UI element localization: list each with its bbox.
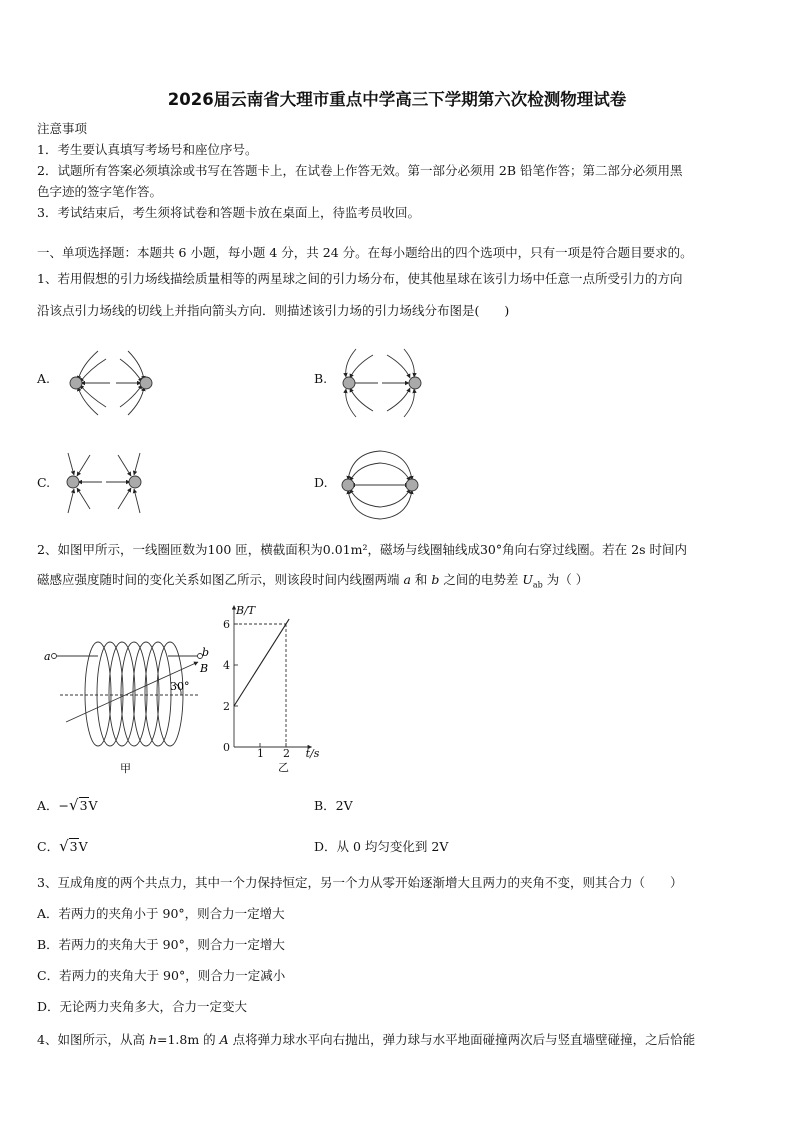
q1-option-d-label: D. <box>314 475 328 490</box>
q4-stem: 4、如图所示，从高 h=1.8m 的 A 点将弹力球水平向右抛出，弹力球与水平地面碰撞两次后与竖直墙壁碰撞，之后恰能 <box>37 1032 696 1047</box>
origin-label: 0 <box>223 741 230 754</box>
q2-figure-bt-graph <box>218 606 358 776</box>
q2-stem-line2: 磁感应强度随时间的变化关系如图乙所示，则该段时间内线圈两端 a 和 b 之间的电势差 $U_{ab}$ 为（ ） <box>37 572 589 590</box>
q1-option-a-label: A. <box>37 371 51 386</box>
star-right <box>140 377 152 389</box>
y-tick-label: 4 <box>223 659 230 672</box>
q3-option-d: D．无论两力夹角多大，合力一定变大 <box>37 999 248 1014</box>
q2-option-d: D．从 0 均匀变化到 2V <box>314 839 449 854</box>
figure-jia-caption: 甲 <box>120 762 131 775</box>
q1-figure-b <box>338 345 428 420</box>
notice-item-2-cont: 色字迹的签字笔作答。 <box>37 184 163 199</box>
q1-option-c-label: C. <box>37 475 51 490</box>
q1-figure-c <box>62 447 152 522</box>
figure-yi-caption: 乙 <box>278 761 289 774</box>
q1-figure-d <box>338 447 428 522</box>
notice-item-2: 2．试题所有答案必须填涂或书写在答题卡上，在试卷上作答无效。第一部分必须用 2B 铅笔作答；第二部分必须用黑 <box>37 163 683 178</box>
section-heading: 一、单项选择题：本题共 6 小题，每小题 4 分，共 24 分。在每小题给出的四个选项中，只有一项是符合题目要求的。 <box>37 245 693 260</box>
x-tick-label: 1 <box>257 747 264 760</box>
q2-figure-coil <box>40 638 220 778</box>
series-line-b <box>234 619 289 706</box>
notice-item-1: 1．考生要认真填写考场号和座位序号。 <box>37 142 258 157</box>
q2-option-b: B．2V <box>314 798 353 813</box>
page-title: 2026届云南省大理市重点中学高三下学期第六次检测物理试卷 <box>167 90 627 109</box>
q1-stem-line2: 沿该点引力场线的切线上并指向箭头方向．则描述该引力场的引力场线分布图是( ) <box>37 303 510 318</box>
q1-stem-line1: 1、若用假想的引力场线描绘质量相等的两星球之间的引力场分布，使其他星球在该引力场中任意一点所受引力的方向 <box>37 271 683 286</box>
q3-option-a: A．若两力的夹角小于 90°，则合力一定增大 <box>37 906 285 921</box>
q1-figure-a <box>70 345 160 420</box>
angle-label: 30° <box>170 680 190 693</box>
q2-option-c: C．√3V <box>37 837 88 855</box>
notice-item-3: 3．考试结束后，考生须将试卷和答题卡放在桌面上，待监考员收回。 <box>37 205 420 220</box>
q3-option-b: B．若两力的夹角大于 90°，则合力一定增大 <box>37 937 285 952</box>
y-axis-label: B/T <box>236 604 256 617</box>
coil-terminal-a: a <box>44 650 51 663</box>
x-tick-label: 2 <box>283 747 290 760</box>
y-tick-label: 2 <box>223 700 230 713</box>
q3-stem: 3、互成角度的两个共点力，其中一个力保持恒定，另一个力从零开始逐渐增大且两力的夹角不变，则其合力（ ） <box>37 875 683 890</box>
q3-option-c: C．若两力的夹角大于 90°，则合力一定减小 <box>37 968 286 983</box>
x-axis-label: t/s <box>305 747 320 760</box>
q1-option-b-label: B. <box>314 371 328 386</box>
star-left <box>70 377 82 389</box>
q2-option-a: A．−√3V <box>37 796 98 814</box>
coil-terminal-b: b <box>202 646 210 659</box>
y-tick-label: 6 <box>223 618 230 631</box>
notice-heading: 注意事项 <box>37 121 88 136</box>
q2-stem-line1: 2、如图甲所示，一线圈匝数为100 匝，横截面积为0.01m²，磁场与线圈轴线成30°角向右穿过线圈。若在 2s 时间内 <box>37 542 687 557</box>
field-label-b: B <box>200 662 209 675</box>
